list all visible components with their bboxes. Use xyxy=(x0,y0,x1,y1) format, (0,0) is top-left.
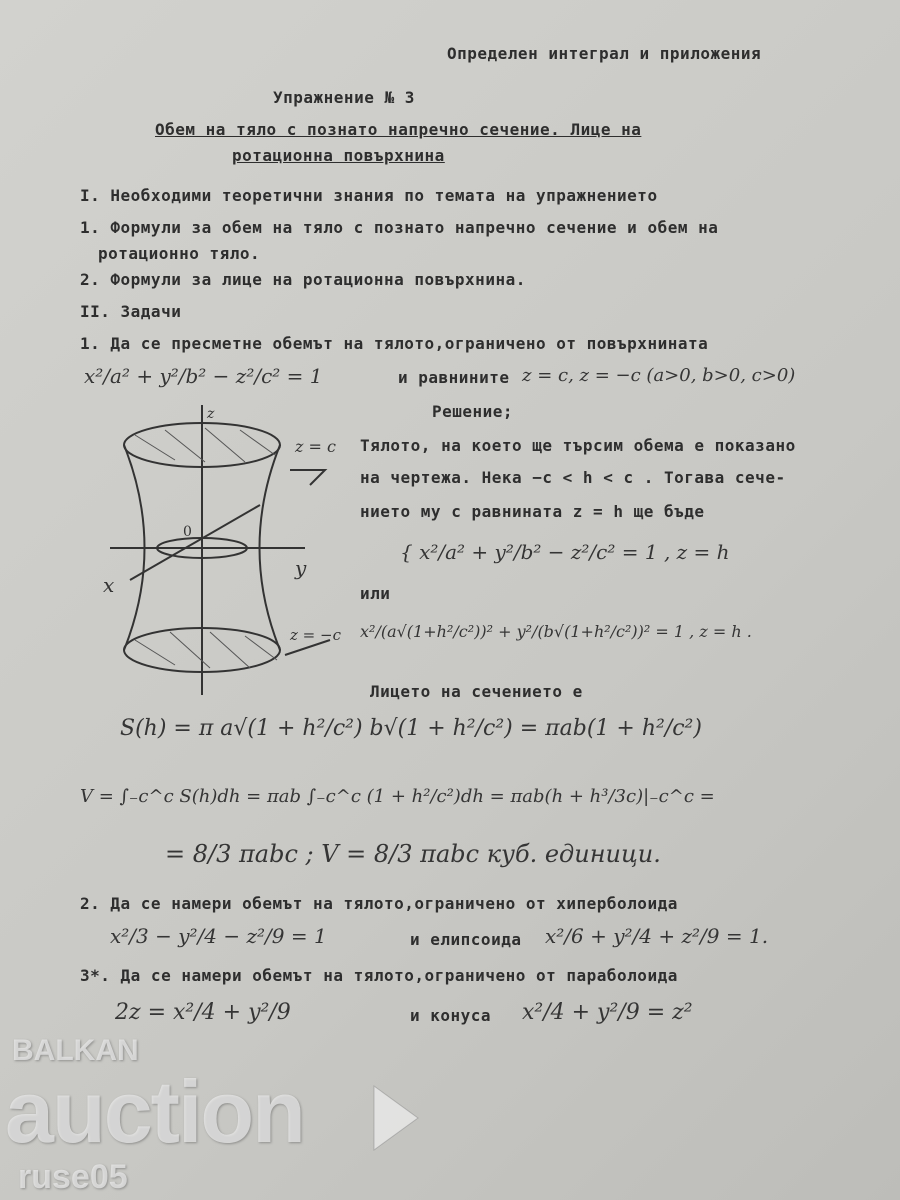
watermark-auction: auction xyxy=(5,1062,304,1161)
task3-and-label: и конуса xyxy=(410,1006,492,1025)
task3-text: 3*. Да се намери обемът на тялото,ограничено от параболоида xyxy=(80,966,678,985)
watermark-play-icon xyxy=(370,1082,422,1154)
section1-item2: 2. Формули за лице на ротационна повърхнина. xyxy=(80,270,526,289)
section1-heading: I. Необходими теоретични знания по темата на упражнението xyxy=(80,186,658,205)
task2-ellipsoid-equation: x²/6 + y²/4 + z²/9 = 1. xyxy=(545,924,769,948)
axis-z-label: z xyxy=(207,406,215,422)
task3-paraboloid-equation: 2z = x²/4 + y²/9 xyxy=(115,1000,291,1025)
axis-x-label: x xyxy=(103,573,115,597)
section2-heading: II. Задачи xyxy=(80,302,182,321)
task2-hyperboloid-equation: x²/3 − y²/4 − z²/9 = 1 xyxy=(110,924,327,948)
solution-label: Решение; xyxy=(432,402,514,421)
solution-line1: Тялото, на което ще търсим обема е показано xyxy=(360,436,796,455)
task1-planes-equation: z = c, z = −c (a>0, b>0, c>0) xyxy=(522,365,796,386)
task2-and-label: и елипсоида xyxy=(410,930,522,949)
exercise-title-line1: Обем на тяло с познато напречно сечение. Лице на xyxy=(155,120,642,139)
origin-label: 0 xyxy=(183,524,192,540)
section1-item1: 1. Формули за обем на тяло с познато напречно сечение и обем на xyxy=(80,218,719,237)
hyperboloid-figure xyxy=(95,400,355,700)
task2-text: 2. Да се намери обемът на тялото,ограничено от хиперболоида xyxy=(80,894,678,913)
area-equation: S(h) = π a√(1 + h²/c²) b√(1 + h²/c²) = πab(1 + h²/c²) xyxy=(120,716,702,741)
watermark-ruse05: ruse05 xyxy=(18,1158,128,1196)
ellipse-equation: x²/(a√(1+h²/c²))² + y²/(b√(1+h²/c²))² = 1 , z = h . xyxy=(360,622,752,641)
watermark-balkan: BALKAN xyxy=(12,1034,139,1067)
volume-equation: V = ∫₋c^c S(h)dh = πab ∫₋c^c (1 + h²/c²)dh = πab(h + h³/3c)|₋c^c = xyxy=(80,786,715,807)
task3-cone-equation: x²/4 + y²/9 = z² xyxy=(522,1000,693,1025)
task1-equation: x²/a² + y²/b² − z²/c² = 1 xyxy=(84,364,323,388)
exercise-title-line2: ротационна повърхнина xyxy=(232,146,445,165)
or-label: или xyxy=(360,584,391,603)
axis-y-label: y xyxy=(295,556,307,580)
task1-text: 1. Да се пресметне обемът на тялото,ограничено от повърхнината xyxy=(80,334,709,353)
solution-line2: на чертежа. Нека −c < h < c . Тогава сече- xyxy=(360,468,786,487)
section-system-equation: { x²/a² + y²/b² − z²/c² = 1 , z = h xyxy=(400,540,730,564)
result-equation: = 8/3 πabc ; V = 8/3 πabc куб. единици. xyxy=(165,840,661,868)
task1-planes-label: и равнините xyxy=(398,368,510,387)
running-title: Определен интеграл и приложения xyxy=(447,44,762,63)
plane-bottom-label: z = −c xyxy=(290,626,341,644)
area-label: Лицето на сечението е xyxy=(370,682,583,701)
section1-item1-cont: ротационно тяло. xyxy=(98,244,261,263)
plane-top-label: z = c xyxy=(295,437,336,456)
exercise-number: Упражнение № 3 xyxy=(273,88,415,107)
solution-line3: нието му с равнината z = h ще бъде xyxy=(360,502,705,521)
